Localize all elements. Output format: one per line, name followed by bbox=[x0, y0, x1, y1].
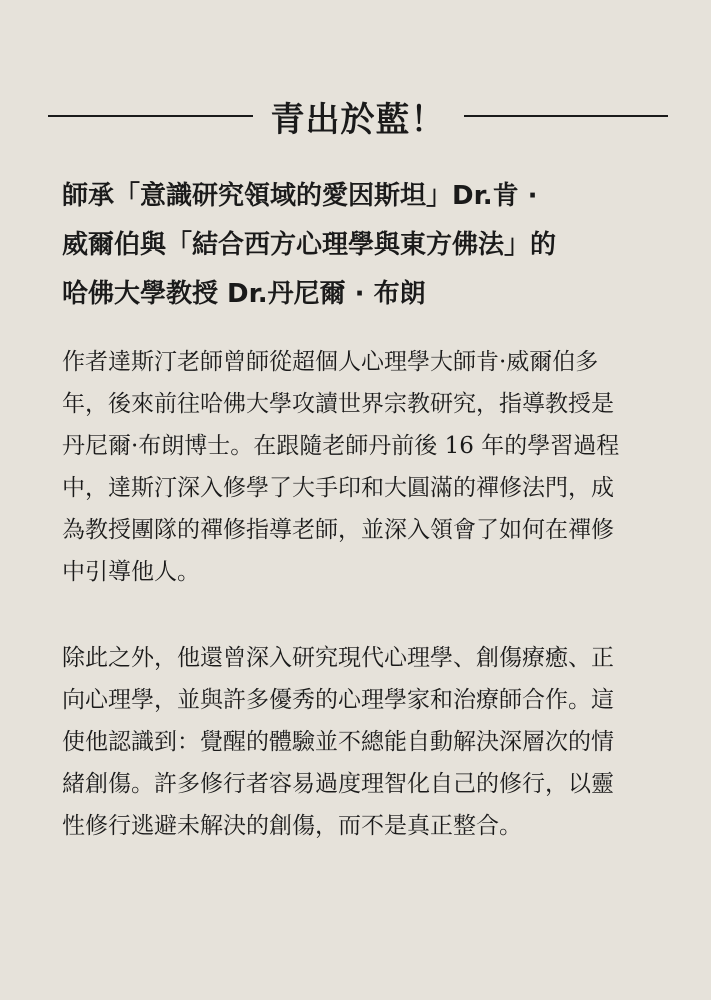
paragraph-line: 為教授團隊的禪修指導老師，並深入領會了如何在禪修 bbox=[62, 517, 614, 543]
paragraph-line: 向心理學，並與許多優秀的心理學家和治療師合作。這 bbox=[62, 687, 614, 713]
paragraph-line: 年，後來前往哈佛大學攻讀世界宗教研究，指導教授是 bbox=[62, 391, 614, 417]
paragraph-line: 中引導他人。 bbox=[62, 559, 200, 585]
page-title: 青出於藍！ bbox=[270, 99, 446, 140]
paragraph-line: 性修行逃避未解決的創傷，而不是真正整合。 bbox=[62, 813, 522, 839]
paragraph-1 bbox=[62, 341, 662, 593]
title-row bbox=[48, 88, 668, 144]
title-rule-left bbox=[48, 115, 253, 117]
paragraph-line: 緒創傷。許多修行者容易過度理智化自己的修行，以靈 bbox=[62, 771, 614, 797]
title-rule-right bbox=[464, 115, 669, 117]
subtitle-line: 哈佛大學教授 Dr.丹尼爾 · 布朗 bbox=[62, 279, 426, 309]
paragraph-line: 除此之外，他還曾深入研究現代心理學、創傷療癒、正 bbox=[62, 645, 614, 671]
subtitle-line: 師承「意識研究領域的愛因斯坦」Dr.肯 · bbox=[62, 181, 538, 211]
paragraph-line: 使他認識到：覺醒的體驗並不總能自動解決深層次的情 bbox=[62, 729, 614, 755]
subtitle bbox=[62, 172, 662, 319]
paragraph-line: 丹尼爾·布朗博士。在跟隨老師丹前後 16 年的學習過程 bbox=[62, 433, 620, 459]
paragraph-2 bbox=[62, 637, 662, 847]
paragraph-line: 作者達斯汀老師曾師從超個人心理學大師肯·威爾伯多 bbox=[62, 349, 599, 375]
subtitle-line: 威爾伯與「結合西方心理學與東方佛法」的 bbox=[62, 230, 557, 260]
paragraph-line: 中，達斯汀深入修學了大手印和大圓滿的禪修法門，成 bbox=[62, 475, 614, 501]
